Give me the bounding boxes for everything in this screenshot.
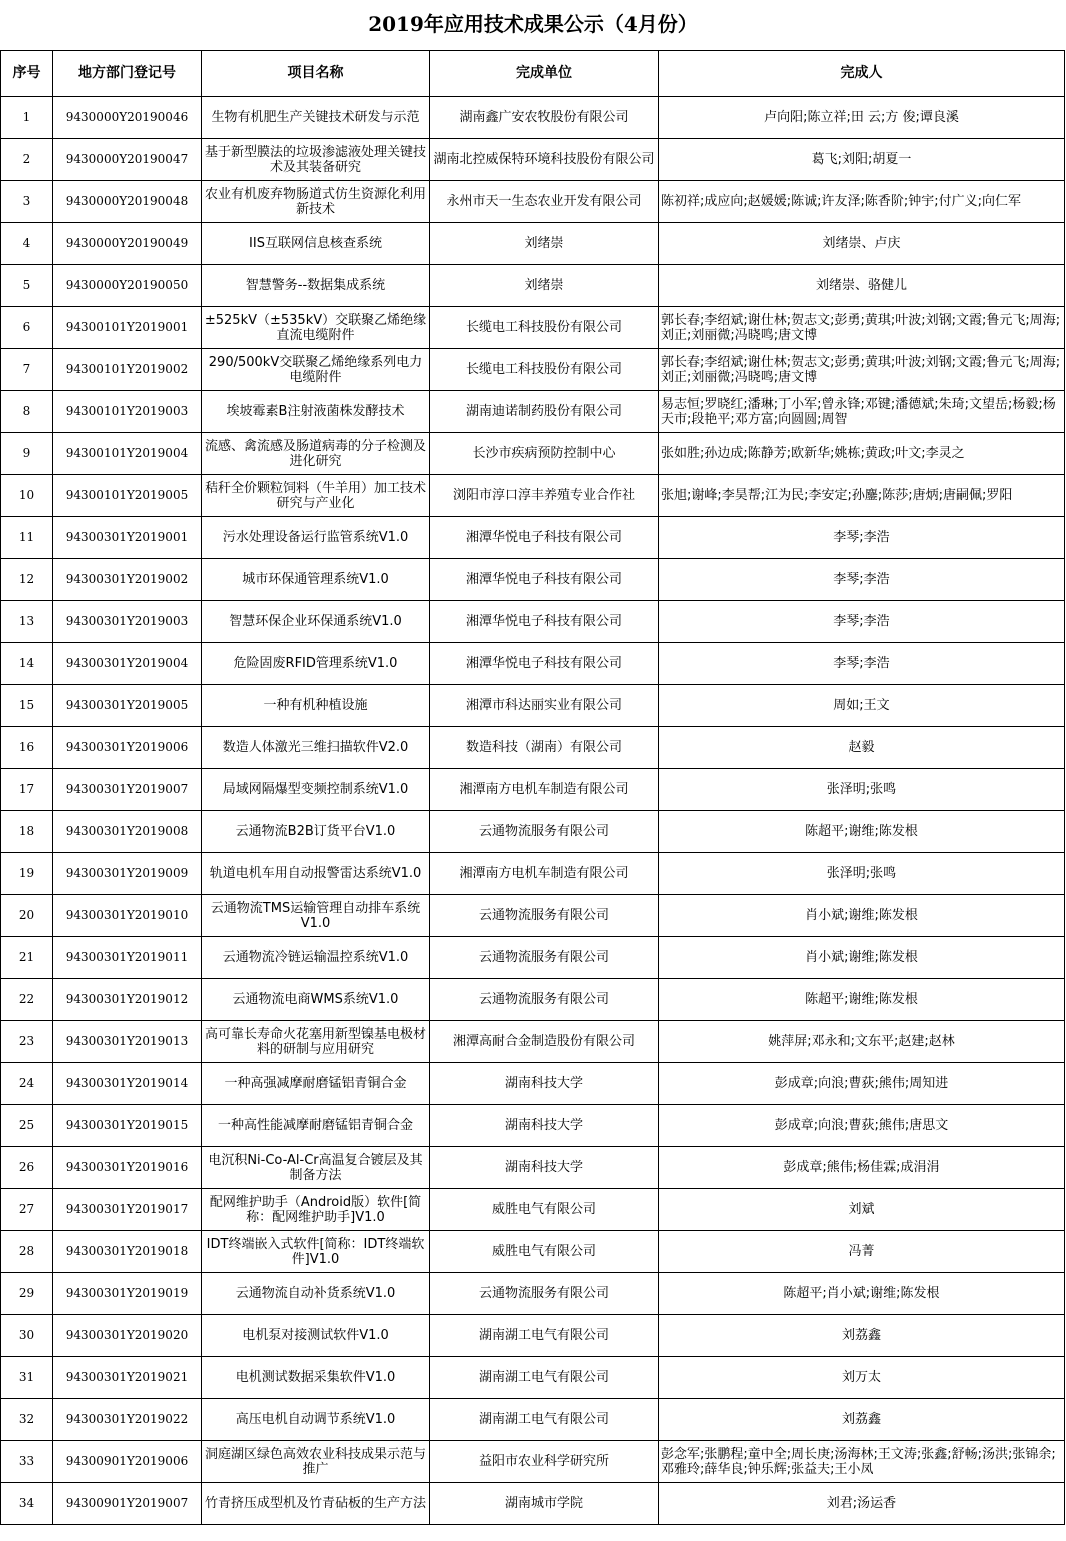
cell-serial-no: 19 [1, 853, 53, 895]
table-row [1, 601, 1065, 643]
cell-serial-no: 16 [1, 727, 53, 769]
cell-completing-unit: 湘潭南方电机车制造有限公司 [430, 853, 659, 895]
cell-serial-no: 33 [1, 1441, 53, 1483]
cell-project-name: 电沉积Ni-Co-Al-Cr高温复合镀层及其制备方法 [202, 1147, 430, 1189]
cell-serial-no: 32 [1, 1399, 53, 1441]
cell-project-name: 云通物流B2B订货平台V1.0 [202, 811, 430, 853]
cell-registration-no: 9430000Y20190050 [53, 265, 202, 307]
cell-serial-no: 8 [1, 391, 53, 433]
table-row [1, 979, 1065, 1021]
cell-project-name: 秸秆全价颗粒饲料（牛羊用）加工技术研究与产业化 [202, 475, 430, 517]
cell-project-name: 危险固废RFID管理系统V1.0 [202, 643, 430, 685]
cell-registration-no: 94300101Y2019003 [53, 391, 202, 433]
cell-completing-unit: 湖南科技大学 [430, 1063, 659, 1105]
table-row [1, 559, 1065, 601]
cell-project-name: 局域网隔爆型变频控制系统V1.0 [202, 769, 430, 811]
cell-project-name: 智慧警务--数据集成系统 [202, 265, 430, 307]
cell-registration-no: 94300301Y2019014 [53, 1063, 202, 1105]
cell-completing-unit: 湘潭华悦电子科技有限公司 [430, 517, 659, 559]
cell-project-name: 农业有机废弃物肠道式仿生资源化利用新技术 [202, 181, 430, 223]
cell-registration-no: 94300301Y2019008 [53, 811, 202, 853]
cell-registration-no: 94300301Y2019003 [53, 601, 202, 643]
cell-completers: 刘荔鑫 [659, 1399, 1065, 1441]
table-row [1, 349, 1065, 391]
table-row [1, 1189, 1065, 1231]
table-row [1, 1063, 1065, 1105]
cell-registration-no: 9430000Y20190046 [53, 97, 202, 139]
cell-completers: 卢向阳;陈立祥;田 云;方 俊;谭良溪 [659, 97, 1065, 139]
cell-registration-no: 94300301Y2019012 [53, 979, 202, 1021]
cell-completing-unit: 长沙市疾病预防控制中心 [430, 433, 659, 475]
header-completing-unit: 完成单位 [430, 51, 659, 97]
cell-completers: 肖小斌;谢维;陈发根 [659, 937, 1065, 979]
cell-completers: 彭成章;熊伟;杨佳霖;成涓涓 [659, 1147, 1065, 1189]
cell-completing-unit: 浏阳市淳口淳丰养殖专业合作社 [430, 475, 659, 517]
cell-completing-unit: 湖南湖工电气有限公司 [430, 1399, 659, 1441]
cell-serial-no: 21 [1, 937, 53, 979]
cell-completers: 肖小斌;谢维;陈发根 [659, 895, 1065, 937]
cell-registration-no: 94300301Y2019011 [53, 937, 202, 979]
cell-project-name: 一种高性能减摩耐磨锰铝青铜合金 [202, 1105, 430, 1147]
table-row [1, 643, 1065, 685]
header-serial-no: 序号 [1, 51, 53, 97]
cell-completers: 彭念军;张鹏程;童中全;周长庚;汤海林;王文涛;张鑫;舒畅;汤洪;张锦余;邓雅玲;薛华良;钟乐辉;张益夫;王小凤 [659, 1441, 1065, 1483]
cell-project-name: 基于新型膜法的垃圾渗滤液处理关键技术及其装备研究 [202, 139, 430, 181]
cell-serial-no: 25 [1, 1105, 53, 1147]
cell-serial-no: 23 [1, 1021, 53, 1063]
cell-project-name: 流感、禽流感及肠道病毒的分子检测及进化研究 [202, 433, 430, 475]
cell-registration-no: 9430000Y20190047 [53, 139, 202, 181]
cell-completing-unit: 永州市天一生态农业开发有限公司 [430, 181, 659, 223]
cell-serial-no: 18 [1, 811, 53, 853]
table-row [1, 1231, 1065, 1273]
table-row [1, 139, 1065, 181]
cell-completers: 彭成章;向浪;曹荻;熊伟;唐思文 [659, 1105, 1065, 1147]
table-row [1, 811, 1065, 853]
cell-completing-unit: 湖南北控威保特环境科技股份有限公司 [430, 139, 659, 181]
cell-registration-no: 94300301Y2019002 [53, 559, 202, 601]
cell-completing-unit: 长缆电工科技股份有限公司 [430, 349, 659, 391]
cell-project-name: 生物有机肥生产关键技术研发与示范 [202, 97, 430, 139]
cell-serial-no: 24 [1, 1063, 53, 1105]
table-row [1, 685, 1065, 727]
header-completers: 完成人 [659, 51, 1065, 97]
cell-completing-unit: 湖南城市学院 [430, 1483, 659, 1525]
cell-serial-no: 4 [1, 223, 53, 265]
cell-completing-unit: 刘绪崇 [430, 265, 659, 307]
cell-registration-no: 9430000Y20190048 [53, 181, 202, 223]
cell-registration-no: 94300101Y2019004 [53, 433, 202, 475]
cell-serial-no: 9 [1, 433, 53, 475]
cell-completers: 冯菁 [659, 1231, 1065, 1273]
cell-completing-unit: 威胜电气有限公司 [430, 1231, 659, 1273]
table-row [1, 727, 1065, 769]
table-row [1, 937, 1065, 979]
cell-registration-no: 94300301Y2019010 [53, 895, 202, 937]
table-row [1, 895, 1065, 937]
cell-project-name: 高压电机自动调节系统V1.0 [202, 1399, 430, 1441]
cell-registration-no: 94300301Y2019020 [53, 1315, 202, 1357]
cell-serial-no: 15 [1, 685, 53, 727]
cell-project-name: 一种高强减摩耐磨锰铝青铜合金 [202, 1063, 430, 1105]
cell-project-name: IDT终端嵌入式软件[简称：IDT终端软件]V1.0 [202, 1231, 430, 1273]
cell-registration-no: 94300301Y2019013 [53, 1021, 202, 1063]
cell-completers: 刘绪崇、骆健儿 [659, 265, 1065, 307]
cell-project-name: 云通物流自动补货系统V1.0 [202, 1273, 430, 1315]
cell-registration-no: 94300301Y2019015 [53, 1105, 202, 1147]
cell-registration-no: 94300301Y2019009 [53, 853, 202, 895]
cell-project-name: 电机测试数据采集软件V1.0 [202, 1357, 430, 1399]
cell-completers: 易志恒;罗晓红;潘琳;丁小军;曾永锋;邓键;潘德斌;朱琦;文望岳;杨毅;杨天市;段艳平;邓方富;向圆圆;周智 [659, 391, 1065, 433]
cell-completers: 李琴;李浩 [659, 601, 1065, 643]
table-row [1, 97, 1065, 139]
cell-completing-unit: 湖南迪诺制药股份有限公司 [430, 391, 659, 433]
cell-project-name: 290/500kV交联聚乙烯绝缘系列电力电缆附件 [202, 349, 430, 391]
cell-serial-no: 20 [1, 895, 53, 937]
cell-serial-no: 17 [1, 769, 53, 811]
table-row [1, 265, 1065, 307]
cell-completing-unit: 湖南科技大学 [430, 1105, 659, 1147]
cell-completers: 张如胜;孙边成;陈静芳;欧新华;姚栋;黄政;叶文;李灵之 [659, 433, 1065, 475]
cell-completing-unit: 湘潭华悦电子科技有限公司 [430, 559, 659, 601]
cell-project-name: 数造人体激光三维扫描软件V2.0 [202, 727, 430, 769]
cell-serial-no: 26 [1, 1147, 53, 1189]
table-row [1, 1483, 1065, 1525]
cell-completers: 张泽明;张鸣 [659, 769, 1065, 811]
cell-completers: 赵毅 [659, 727, 1065, 769]
cell-completing-unit: 湘潭华悦电子科技有限公司 [430, 643, 659, 685]
cell-project-name: 云通物流电商WMS系统V1.0 [202, 979, 430, 1021]
cell-project-name: 洞庭湖区绿色高效农业科技成果示范与推广 [202, 1441, 430, 1483]
cell-completing-unit: 数造科技（湖南）有限公司 [430, 727, 659, 769]
cell-completers: 李琴;李浩 [659, 517, 1065, 559]
cell-project-name: 云通物流冷链运输温控系统V1.0 [202, 937, 430, 979]
cell-registration-no: 94300301Y2019006 [53, 727, 202, 769]
cell-serial-no: 31 [1, 1357, 53, 1399]
cell-completers: 郭长春;李绍斌;谢仕林;贺志文;彭勇;黄琪;叶波;刘钢;文霞;鲁元飞;周海;刘正;刘丽微;冯晓鸣;唐文博 [659, 307, 1065, 349]
cell-registration-no: 94300101Y2019002 [53, 349, 202, 391]
cell-completers: 姚萍屏;邓永和;文东平;赵建;赵林 [659, 1021, 1065, 1063]
cell-completing-unit: 刘绪崇 [430, 223, 659, 265]
cell-registration-no: 94300301Y2019005 [53, 685, 202, 727]
table-row [1, 433, 1065, 475]
table-row [1, 307, 1065, 349]
cell-completing-unit: 湘潭市科达丽实业有限公司 [430, 685, 659, 727]
cell-registration-no: 94300901Y2019007 [53, 1483, 202, 1525]
cell-serial-no: 22 [1, 979, 53, 1021]
cell-registration-no: 94300301Y2019017 [53, 1189, 202, 1231]
cell-project-name: 城市环保通管理系统V1.0 [202, 559, 430, 601]
table-row [1, 517, 1065, 559]
cell-completing-unit: 云通物流服务有限公司 [430, 1273, 659, 1315]
table-row [1, 769, 1065, 811]
cell-serial-no: 6 [1, 307, 53, 349]
cell-completing-unit: 湘潭华悦电子科技有限公司 [430, 601, 659, 643]
cell-project-name: 智慧环保企业环保通系统V1.0 [202, 601, 430, 643]
header-registration-no: 地方部门登记号 [53, 51, 202, 97]
cell-serial-no: 10 [1, 475, 53, 517]
table-row [1, 475, 1065, 517]
cell-project-name: 配网维护助手（Android版）软件[简称：配网维护助手]V1.0 [202, 1189, 430, 1231]
cell-completing-unit: 湖南科技大学 [430, 1147, 659, 1189]
cell-registration-no: 94300301Y2019001 [53, 517, 202, 559]
cell-serial-no: 5 [1, 265, 53, 307]
cell-registration-no: 94300301Y2019007 [53, 769, 202, 811]
cell-completers: 陈超平;肖小斌;谢维;陈发根 [659, 1273, 1065, 1315]
cell-serial-no: 30 [1, 1315, 53, 1357]
cell-completers: 刘斌 [659, 1189, 1065, 1231]
cell-completing-unit: 威胜电气有限公司 [430, 1189, 659, 1231]
cell-serial-no: 11 [1, 517, 53, 559]
cell-completers: 陈超平;谢维;陈发根 [659, 811, 1065, 853]
table-row [1, 391, 1065, 433]
cell-completing-unit: 湖南湖工电气有限公司 [430, 1357, 659, 1399]
cell-registration-no: 94300101Y2019005 [53, 475, 202, 517]
cell-serial-no: 2 [1, 139, 53, 181]
table-row [1, 1357, 1065, 1399]
table-body [1, 97, 1065, 1525]
cell-completing-unit: 云通物流服务有限公司 [430, 937, 659, 979]
cell-completers: 周如;王文 [659, 685, 1065, 727]
header-project-name: 项目名称 [202, 51, 430, 97]
cell-completers: 陈初祥;成应向;赵媛媛;陈诚;许友泽;陈香阶;钟宇;付广义;向仁军 [659, 181, 1065, 223]
cell-completing-unit: 云通物流服务有限公司 [430, 979, 659, 1021]
cell-completers: 张旭;谢峰;李昊帮;江为民;李安定;孙鏖;陈莎;唐炳;唐嗣佩;罗阳 [659, 475, 1065, 517]
cell-completing-unit: 云通物流服务有限公司 [430, 895, 659, 937]
cell-serial-no: 7 [1, 349, 53, 391]
cell-completing-unit: 益阳市农业科学研究所 [430, 1441, 659, 1483]
cell-serial-no: 28 [1, 1231, 53, 1273]
cell-registration-no: 94300901Y2019006 [53, 1441, 202, 1483]
cell-completing-unit: 湖南湖工电气有限公司 [430, 1315, 659, 1357]
cell-project-name: 竹青挤压成型机及竹青砧板的生产方法 [202, 1483, 430, 1525]
cell-completers: 李琴;李浩 [659, 559, 1065, 601]
cell-serial-no: 27 [1, 1189, 53, 1231]
cell-registration-no: 94300301Y2019022 [53, 1399, 202, 1441]
cell-serial-no: 29 [1, 1273, 53, 1315]
table-row [1, 1105, 1065, 1147]
cell-completers: 葛飞;刘阳;胡夏一 [659, 139, 1065, 181]
cell-completers: 李琴;李浩 [659, 643, 1065, 685]
cell-serial-no: 1 [1, 97, 53, 139]
table-row [1, 1441, 1065, 1483]
results-table [0, 50, 1065, 1525]
cell-project-name: 埃坡霉素B注射液菌株发酵技术 [202, 391, 430, 433]
cell-project-name: 污水处理设备运行监管系统V1.0 [202, 517, 430, 559]
cell-registration-no: 9430000Y20190049 [53, 223, 202, 265]
cell-serial-no: 34 [1, 1483, 53, 1525]
cell-completing-unit: 湖南鑫广安农牧股份有限公司 [430, 97, 659, 139]
table-row [1, 1399, 1065, 1441]
page-title: 2019年应用技术成果公示（4月份） [368, 12, 698, 36]
table-row [1, 853, 1065, 895]
cell-registration-no: 94300301Y2019018 [53, 1231, 202, 1273]
table-row [1, 1315, 1065, 1357]
cell-project-name: ±525kV（±535kV）交联聚乙烯绝缘直流电缆附件 [202, 307, 430, 349]
table-row [1, 181, 1065, 223]
table-row [1, 223, 1065, 265]
cell-registration-no: 94300301Y2019004 [53, 643, 202, 685]
cell-registration-no: 94300301Y2019016 [53, 1147, 202, 1189]
cell-project-name: IIS互联网信息核查系统 [202, 223, 430, 265]
cell-project-name: 轨道电机车用自动报警雷达系统V1.0 [202, 853, 430, 895]
cell-project-name: 电机泵对接测试软件V1.0 [202, 1315, 430, 1357]
cell-completers: 郭长春;李绍斌;谢仕林;贺志文;彭勇;黄琪;叶波;刘钢;文霞;鲁元飞;周海;刘正;刘丽微;冯晓鸣;唐文博 [659, 349, 1065, 391]
cell-completing-unit: 长缆电工科技股份有限公司 [430, 307, 659, 349]
cell-completing-unit: 湘潭高耐合金制造股份有限公司 [430, 1021, 659, 1063]
cell-completing-unit: 湘潭南方电机车制造有限公司 [430, 769, 659, 811]
cell-project-name: 一种有机种植设施 [202, 685, 430, 727]
cell-project-name: 云通物流TMS运输管理自动排车系统V1.0 [202, 895, 430, 937]
cell-registration-no: 94300301Y2019019 [53, 1273, 202, 1315]
cell-completers: 刘荔鑫 [659, 1315, 1065, 1357]
cell-completers: 刘绪崇、卢庆 [659, 223, 1065, 265]
cell-serial-no: 12 [1, 559, 53, 601]
cell-completing-unit: 云通物流服务有限公司 [430, 811, 659, 853]
cell-completers: 张泽明;张鸣 [659, 853, 1065, 895]
table-row [1, 1021, 1065, 1063]
cell-completers: 陈超平;谢维;陈发根 [659, 979, 1065, 1021]
cell-completers: 刘君;汤运香 [659, 1483, 1065, 1525]
cell-serial-no: 13 [1, 601, 53, 643]
cell-completers: 彭成章;向浪;曹荻;熊伟;周知进 [659, 1063, 1065, 1105]
cell-serial-no: 14 [1, 643, 53, 685]
cell-project-name: 高可靠长寿命火花塞用新型镍基电极材料的研制与应用研究 [202, 1021, 430, 1063]
cell-completers: 刘万太 [659, 1357, 1065, 1399]
table-row [1, 1273, 1065, 1315]
cell-serial-no: 3 [1, 181, 53, 223]
table-row [1, 1147, 1065, 1189]
cell-registration-no: 94300101Y2019001 [53, 307, 202, 349]
table-header-row [1, 51, 1065, 97]
cell-registration-no: 94300301Y2019021 [53, 1357, 202, 1399]
